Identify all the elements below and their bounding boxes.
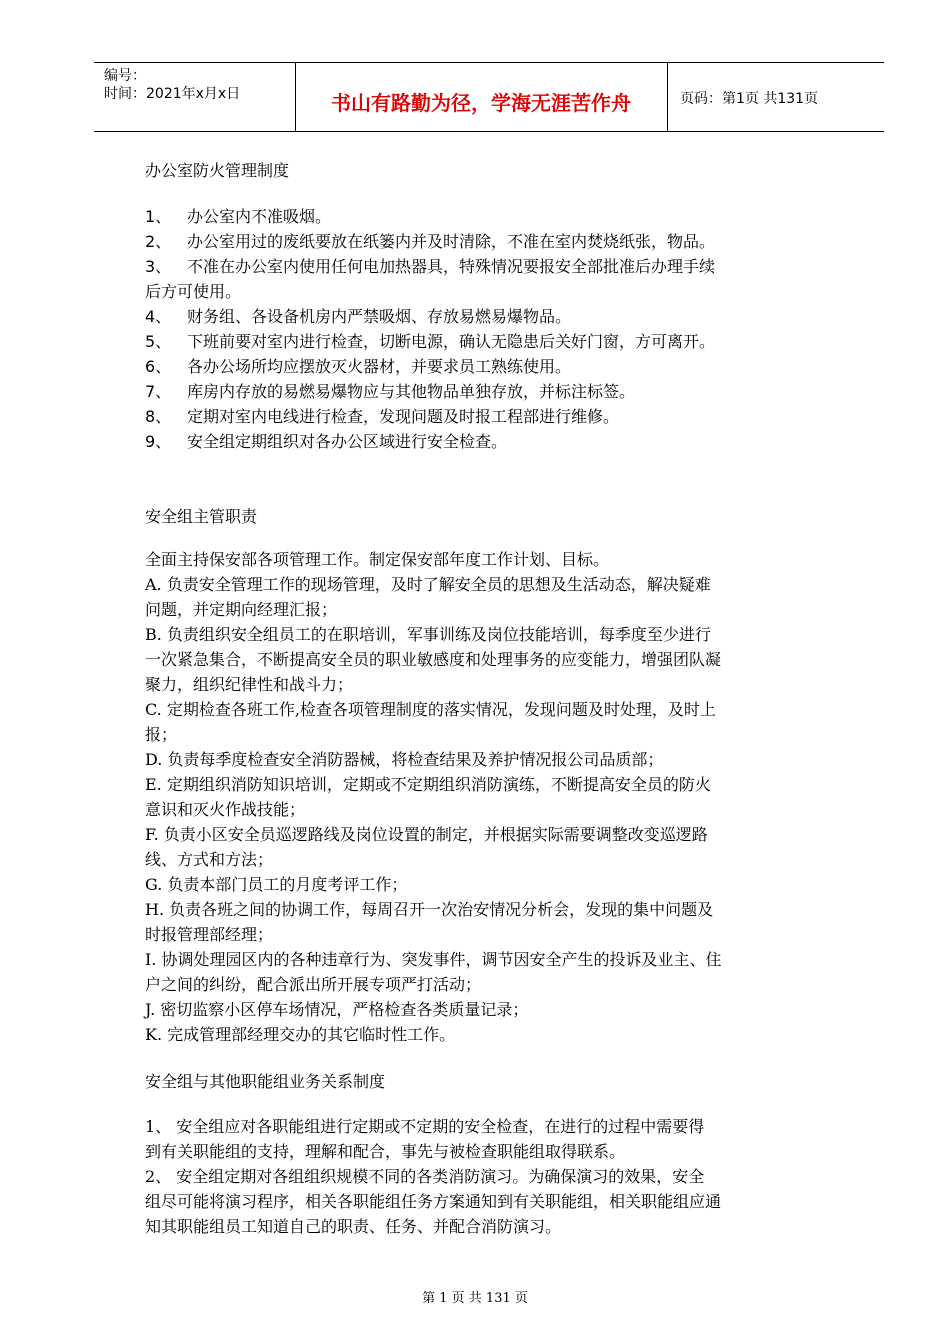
header-meta-cell [94,63,296,131]
page-footer: 第 1 页 共 131 页 [422,1291,528,1306]
item-text: 安全组定期组织对各办公区域进行安全检查。 [187,432,508,451]
item-number: 2、 [145,232,172,251]
paragraph-line: 户之间的纠纷，配合派出所开展专项严打活动； [145,975,482,994]
item-number: 6、 [145,357,172,376]
code-label: 编号： [104,68,146,84]
header-page-cell [668,63,884,131]
item-text: 不准在办公室内使用任何电加热器具，特殊情况要报安全部批准后办理手续 [187,257,716,276]
paragraph-line: 1、 安全组应对各职能组进行定期或不定期的安全检查，在进行的过程中需要得 [145,1117,705,1136]
motto: 书山有路勤为径，学海无涯苦作舟 [331,91,631,115]
item-number: 3、 [145,257,172,276]
paragraph-line: 报； [145,725,178,744]
item-text: 办公室内不准吸烟。 [187,207,332,226]
paragraph-line: F. 负责小区安全员巡逻路线及岗位设置的制定，并根据实际需要调整改变巡逻路 [145,825,708,844]
item-number: 9、 [145,432,172,451]
list-item [145,430,507,454]
paragraph-line: 全面主持保安部各项管理工作。制定保安部年度工作计划、目标。 [145,550,610,569]
item-number: 1、 [145,207,172,226]
paragraph-line: J. 密切监察小区停车场情况，严格检查各类质量记录； [145,1000,529,1019]
item-number: 7、 [145,382,172,401]
list-item [145,355,571,379]
paragraph-line: 一次紧急集合，不断提高安全员的职业敏感度和处理事务的应变能力，增强团队凝 [145,650,722,669]
section-title: 安全组主管职责 [145,507,258,526]
paragraph-line: 问题，并定期向经理汇报； [145,600,338,619]
section-title: 办公室防火管理制度 [145,161,290,180]
list-item [145,305,571,329]
item-number: 5、 [145,332,172,351]
paragraph-line: 时报管理部经理； [145,925,274,944]
item-number: 4、 [145,307,172,326]
list-item-continued [145,280,241,304]
paragraph-line: D. 负责每季度检查安全消防器械，将检查结果及养护情况报公司品质部； [145,750,664,769]
item-text: 办公室用过的废纸要放在纸篓内并及时清除，不准在室内焚烧纸张，物品。 [187,232,716,251]
paragraph-line: 组尽可能将演习程序，相关各职能组任务方案通知到有关职能组，相关职能组应通 [145,1192,722,1211]
paragraph-line: 知其职能组员工知道自己的职责、任务、并配合消防演习。 [145,1217,562,1236]
item-text: 定期对室内电线进行检查，发现问题及时报工程部进行维修。 [187,407,620,426]
list-item [145,380,635,404]
list-item [145,330,715,354]
paragraph-line: 聚力，组织纪律性和战斗力； [145,675,354,694]
paragraph-line: 意识和灭火作战技能； [145,800,306,819]
item-text: 后方可使用。 [145,282,242,301]
page-header [94,62,884,132]
section-title: 安全组与其他职能组业务关系制度 [145,1072,386,1091]
header-motto-cell [295,63,668,131]
item-text: 库房内存放的易燃易爆物应与其他物品单独存放，并标注标签。 [187,382,636,401]
item-text: 财务组、各设备机房内严禁吸烟、存放易燃易爆物品。 [187,307,572,326]
paragraph-line: 到有关职能组的支持，理解和配合，事先与被检查职能组取得联系。 [145,1142,626,1161]
list-item [145,205,331,229]
list-item [145,255,715,279]
paragraph-line: 线、方式和方法； [145,850,274,869]
paragraph-line: G. 负责本部门员工的月度考评工作； [145,875,408,894]
paragraph-line: K. 完成管理部经理交办的其它临时性工作。 [145,1025,456,1044]
item-number: 8、 [145,407,172,426]
paragraph-line: 2、 安全组定期对各组组织规模不同的各类消防演习。为确保演习的效果，安全 [145,1167,705,1186]
list-item [145,405,619,429]
paragraph-line: A. 负责安全管理工作的现场管理，及时了解安全员的思想及生活动态，解决疑难 [145,575,711,594]
paragraph-line: B. 负责组织安全组员工的在职培训，军事训练及岗位技能培训，每季度至少进行 [145,625,711,644]
paragraph-line: E. 定期组织消防知识培训，定期或不定期组织消防演练，不断提高安全员的防火 [145,775,711,794]
paragraph-line: C. 定期检查各班工作,检查各项管理制度的落实情况，发现问题及时处理，及时上 [145,700,716,719]
item-text: 各办公场所均应摆放灭火器材，并要求员工熟练使用。 [187,357,572,376]
item-text: 下班前要对室内进行检查，切断电源，确认无隐患后关好门窗，方可离开。 [187,332,716,351]
paragraph-line: I. 协调处理园区内的各种违章行为、突发事件，调节因安全产生的投诉及业主、住 [145,950,722,969]
paragraph-line: H. 负责各班之间的协调工作，每周召开一次治安情况分析会，发现的集中问题及 [145,900,714,919]
list-item [145,230,715,254]
page-info: 页码：第1页 共131页 [680,91,819,107]
time-label: 时间：2021年x月x日 [104,86,241,102]
